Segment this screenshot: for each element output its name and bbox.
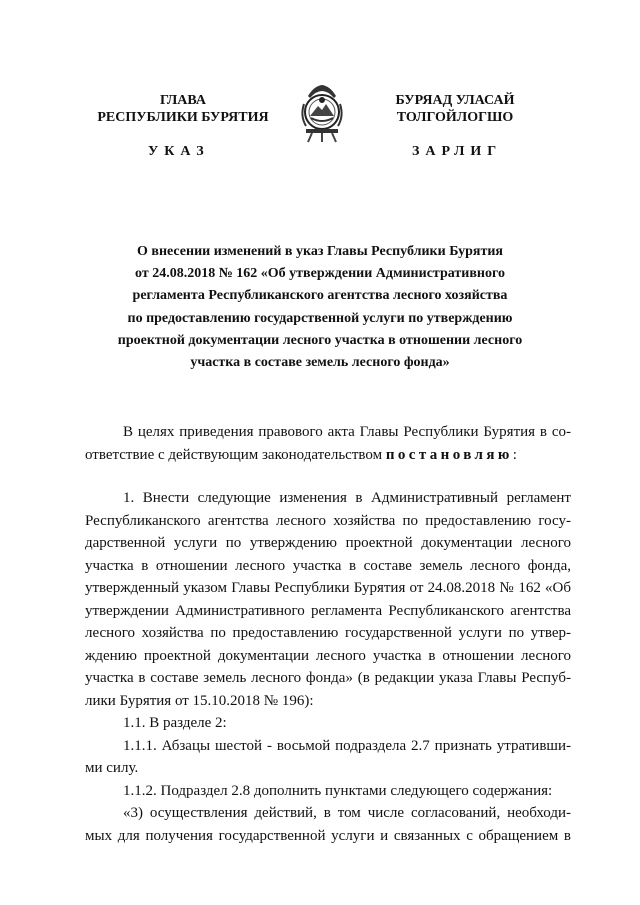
preamble-colon: :: [512, 446, 517, 463]
body-line: 1.1. В разделе 2:: [123, 715, 227, 731]
header-right: [360, 92, 550, 126]
title-line: по предоставлению государственной услуги по утверждению: [127, 310, 513, 326]
doc-type-bua: ЗАРЛИГ: [412, 144, 503, 159]
body-line: лесного хозяйства по предоставлению государственной услуги по утвер-: [85, 625, 571, 641]
body-line: утвержденный указом Главы Республики Бурятия от 24.08.2018 № 162 «Об: [85, 580, 571, 596]
body-line: участка в отношении лесного участка в составе земель лесного фонда,: [85, 557, 571, 574]
preamble-line: В целях приведения правового акта Главы Республики Бурятия в со-: [123, 424, 571, 440]
decree-keyword: постановляю: [385, 446, 513, 463]
header-right-line1: БУРЯАД УЛАСАЙ: [395, 93, 515, 108]
body-line: дарственной услуги по утверждению проектной документации лесного: [85, 535, 571, 551]
body-line: участка в составе земель лесного фонда» (в редакции указа Главы Респуб-: [85, 670, 571, 686]
header-left: [78, 92, 288, 126]
preamble-line: [85, 444, 571, 467]
header-right-line2: ТОЛГОЙЛОГШО: [396, 110, 514, 125]
title-line: О внесении изменений в указ Главы Республики Бурятия: [137, 244, 503, 259]
document-title: [95, 241, 545, 374]
title-line: проектной документации лесного участка в отношении лесного: [117, 332, 523, 348]
body-line: 1. Внести следующие изменения в Административный регламент: [123, 490, 571, 506]
body-line: лики Бурятия от 15.10.2018 № 196):: [85, 692, 314, 709]
body-line: Республиканского агентства лесного хозяйства по предоставлению госу-: [85, 512, 571, 529]
title-line: участка в составе земель лесного фонда»: [190, 355, 450, 371]
body-line: 1.1.2. Подраздел 2.8 дополнить пунктами следующего содержания:: [123, 782, 553, 799]
body-line: ми силу.: [85, 760, 139, 776]
buryatia-coat-of-arms-icon: [296, 82, 348, 144]
body-line: «3) осуществления действий, в том числе согласований, необходи-: [123, 805, 571, 821]
title-line: регламента Республиканского агентства лесного хозяйства: [132, 288, 508, 304]
header-left-line2: РЕСПУБЛИКИ БУРЯТИЯ: [97, 110, 269, 125]
body-line: 1.1.1. Абзацы шестой - восьмой подраздела 2.7 признать утративши-: [123, 737, 571, 754]
preamble-text: ответствие с действующим законодательством: [85, 446, 386, 463]
body-line: мых для получения государственной услуги и связанных с обращением в: [85, 827, 571, 844]
body-line: утверждении Административного регламента Республиканского агентства: [85, 602, 571, 619]
body-line: ждению проектной документации лесного участка в отношении лесного: [85, 647, 571, 664]
header-left-line1: ГЛАВА: [160, 93, 206, 108]
title-line: от 24.08.2018 № 162 «Об утверждении Административного: [135, 266, 505, 282]
doc-type-ru: УКАЗ: [148, 144, 210, 159]
